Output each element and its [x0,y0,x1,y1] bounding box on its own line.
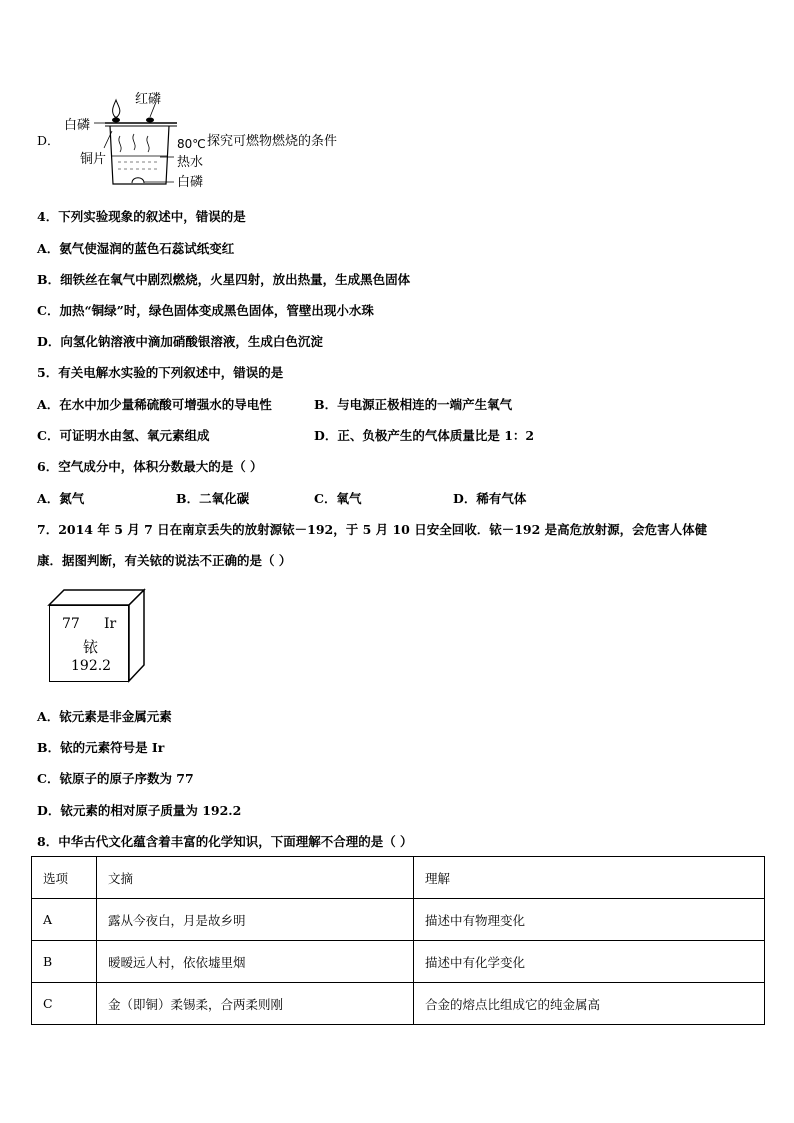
question-5-stem: 5．有关电解水实验的下列叙述中，错误的是 [37,365,284,380]
question-4-stem: 4．下列实验现象的叙述中，错误的是 [37,209,246,224]
table-cell-excerpt: 暧暧远人村，依依墟里烟 [97,941,414,983]
q3-option-d-caption: 探究可燃物燃烧的条件 [207,134,338,149]
element-atomic-mass: 192.2 [71,658,112,674]
table-row [32,899,765,941]
q3-option-d-letter: D． [37,133,60,148]
question-6-option-a: A．氮气 [37,491,85,506]
table-header-cell: 理解 [414,857,765,899]
question-5-option-a: A．在水中加少量稀硫酸可增强水的导电性 [37,397,272,412]
question-4-option-a: A．氨气使湿润的蓝色石蕊试纸变红 [37,241,235,256]
table-header-row [32,857,765,899]
question-6-option-c: C．氧气 [314,491,362,506]
label-hot-water: 热水 [177,155,204,170]
table-row [32,941,765,983]
question-8-stem: 8．中华古代文化蕴含着丰富的化学知识，下面理解不合理的是（ ） [37,834,413,849]
question-4-option-c: C．加热“铜绿”时，绿色固体变成黑色固体，管壁出现小水珠 [37,303,374,318]
label-white-phosphorus-top: 白磷 [64,118,91,133]
question-4-option-d: D．向氢化钠溶液中滴加硝酸银溶液，生成白色沉淀 [37,334,323,349]
label-temperature: 80℃ [177,137,206,151]
question-6-stem: 6．空气成分中，体积分数最大的是（ ） [37,459,263,474]
label-red-phosphorus: 红磷 [135,92,162,107]
flame-icon [113,100,120,117]
white-phosphorus-top-mark [112,118,120,123]
question-6-option-d: D．稀有气体 [453,491,527,506]
question-7-option-b: B．铱的元素符号是 Ir [37,740,165,755]
table-cell-understanding: 合金的熔点比组成它的纯金属高 [414,983,765,1025]
beaker-outline [110,126,169,184]
question-6-option-b: B．二氧化碳 [176,491,250,506]
element-card [49,605,129,682]
element-name: 铱 [83,638,99,656]
table-cell-option: C [32,983,97,1025]
table-cell-understanding: 描述中有物理变化 [414,899,765,941]
question-7-option-a: A．铱元素是非金属元素 [37,709,172,724]
question-7-option-d: D．铱元素的相对原子质量为 192.2 [37,803,242,818]
table-header-cell: 选项 [32,857,97,899]
table-cell-option: B [32,941,97,983]
question-4-option-b: B．细铁丝在氧气中剧烈燃烧，火星四射，放出热量，生成黑色固体 [37,272,411,287]
question-8-table [31,856,765,1025]
table-cell-excerpt: 金（即铜）柔锡柔，合两柔则刚 [97,983,414,1025]
label-white-phosphorus-bottom: 白磷 [177,175,204,190]
question-7-option-c: C．铱原子的原子序数为 77 [37,771,194,786]
table-cell-option: A [32,899,97,941]
element-symbol: Ir [104,616,117,632]
element-atomic-number: 77 [62,616,80,632]
table-header-cell: 文摘 [97,857,414,899]
question-5-option-d: D．正、负极产生的气体质量比是 1：2 [314,428,535,443]
question-7-stem-line-1: 7．2014 年 5 月 7 日在南京丢失的放射源铱－192，于 5 月 10 日安全回收．铱－192 是高危放射源，会危害人体健 [37,522,708,537]
question-7-stem-line-2: 康．据图判断，有关铱的说法不正确的是（ ） [37,553,292,568]
label-copper-plate: 铜片 [80,152,107,167]
question-5-option-b: B．与电源正极相连的一端产生氧气 [314,397,513,412]
table-cell-understanding: 描述中有化学变化 [414,941,765,983]
question-5-option-c: C．可证明水由氢、氧元素组成 [37,428,210,443]
table-row [32,983,765,1025]
red-phosphorus-mark [146,118,154,123]
table-cell-excerpt: 露从今夜白，月是故乡明 [97,899,414,941]
white-phosphorus-bottom-mark [132,178,144,183]
